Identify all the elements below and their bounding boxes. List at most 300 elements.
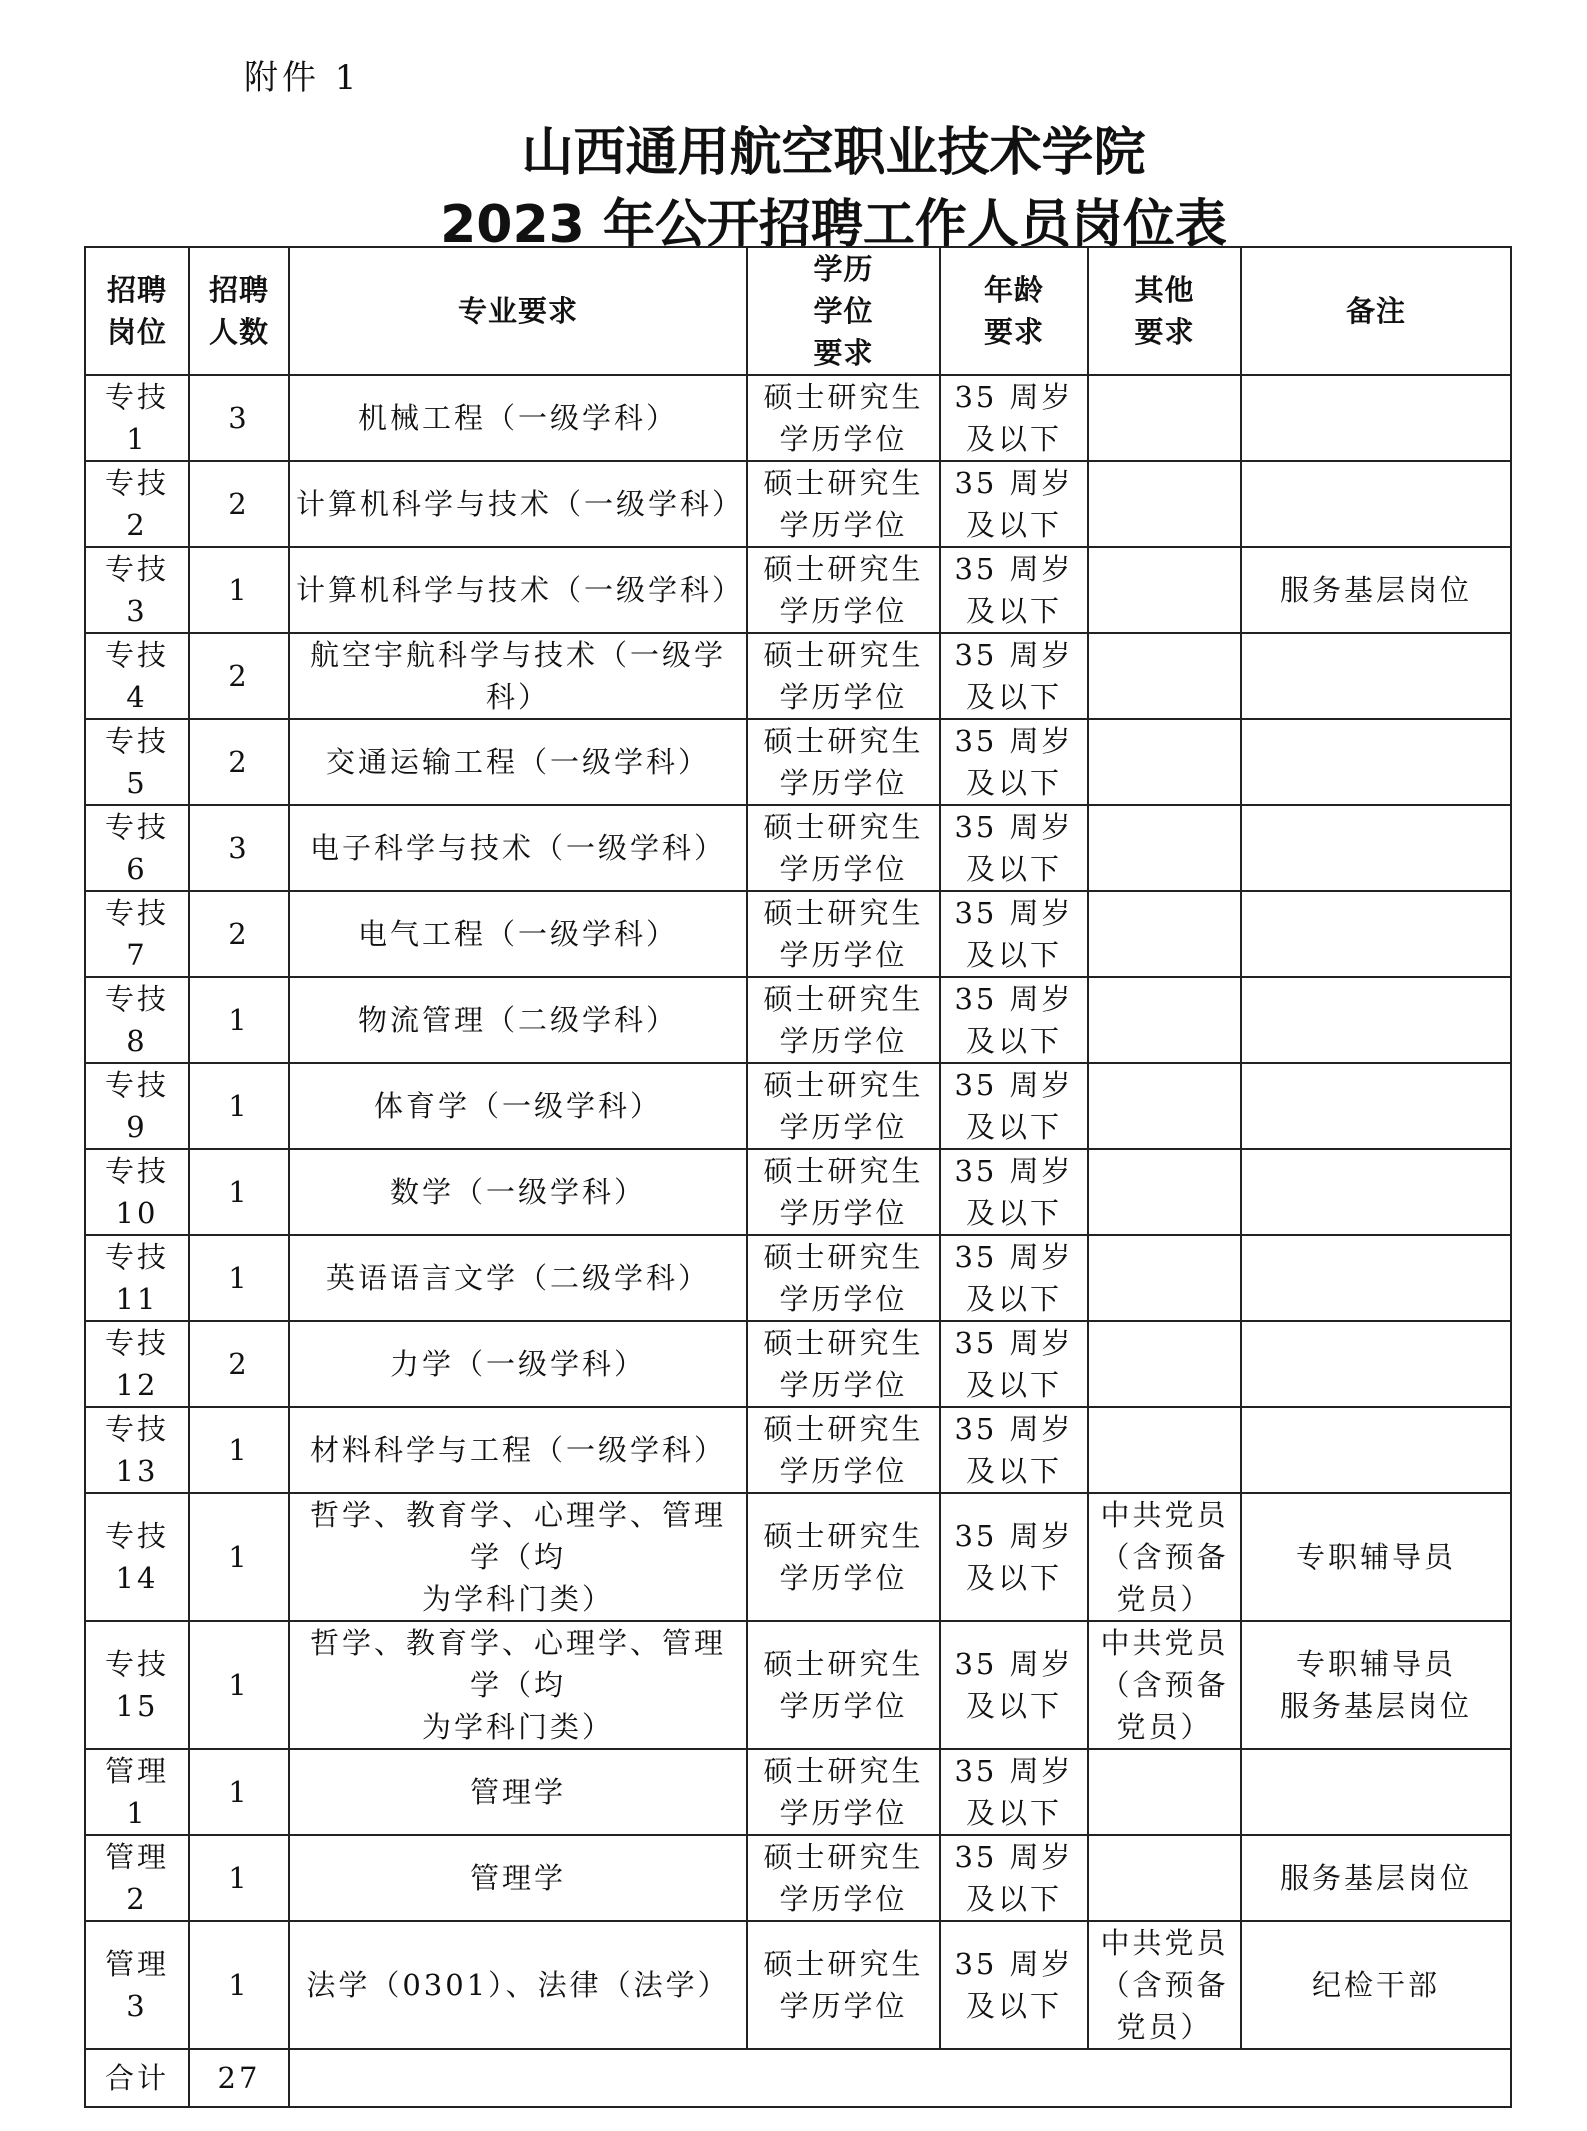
cell-age [940,891,1088,977]
cell-post-line: 6 [126,852,148,886]
cell-note [1241,461,1511,547]
cell-count: 2 [189,633,289,719]
cell-major [289,1235,747,1321]
cell-post-line: 专技 [104,896,169,930]
cell-degree-line: 硕士研究生 [763,1326,924,1360]
cell-count: 1 [189,547,289,633]
cell-note [1241,1493,1511,1621]
table-row [85,1835,1511,1921]
cell-major-line: 英语语言文学（二级学科） [325,1261,710,1295]
cell-major-line: 材料科学与工程（一级学科） [309,1433,726,1467]
cell-age-line: 及以下 [965,852,1062,886]
cell-major-line: 管理学 [469,1775,566,1809]
cell-post-line: 9 [126,1110,148,1144]
table-row [85,1149,1511,1235]
cell-degree-line: 学历学位 [779,1796,908,1830]
cell-count: 1 [189,1921,289,2049]
cell-age-line: 及以下 [965,1368,1062,1402]
cell-age [940,1149,1088,1235]
cell-note [1241,1235,1511,1321]
cell-age-line: 35 周岁 [954,1840,1074,1874]
page-title-line1: 山西通用航空职业技术学院 [521,123,1146,183]
cell-age-line: 及以下 [965,1689,1062,1723]
table-row [85,977,1511,1063]
cell-note [1241,977,1511,1063]
cell-age [940,633,1088,719]
table-row [85,1407,1511,1493]
cell-count: 3 [189,805,289,891]
cell-age-line: 35 周岁 [954,1068,1074,1102]
cell-other [1088,719,1241,805]
cell-major [289,1149,747,1235]
cell-note [1241,1921,1511,2049]
cell-age [940,1921,1088,2049]
cell-degree-line: 硕士研究生 [763,1068,924,1102]
cell-post-line: 专技 [104,1647,169,1681]
cell-major-line: 数学（一级学科） [389,1175,646,1209]
cell-post-line: 管理 [104,1947,169,1981]
cell-post-line: 专技 [104,810,169,844]
cell-count: 1 [189,1493,289,1621]
cell-post-line: 15 [115,1689,159,1723]
table-row [85,1235,1511,1321]
recruitment-table [84,246,1512,2108]
cell-degree [747,1621,940,1749]
cell-major [289,1835,747,1921]
cell-major [289,1621,747,1749]
cell-note-line: 服务基层岗位 [1279,1861,1472,1895]
cell-degree-line: 学历学位 [779,1110,908,1144]
cell-major [289,633,747,719]
cell-other [1088,375,1241,461]
cell-age-line: 35 周岁 [954,982,1074,1016]
cell-post [85,1149,189,1235]
total-row [85,2049,1511,2107]
cell-major-line: 法学（0301）、法律（法学） [306,1968,730,2002]
cell-major-line: 物流管理（二级学科） [357,1003,678,1037]
cell-post-line: 管理 [104,1840,169,1874]
cell-other [1088,891,1241,977]
table-row [85,891,1511,977]
table-row [85,719,1511,805]
cell-major-line: 电子科学与技术（一级学科） [309,831,726,865]
cell-other [1088,1235,1241,1321]
cell-note-line: 专职辅导员 [1295,1540,1456,1574]
cell-degree [747,805,940,891]
cell-degree [747,977,940,1063]
cell-post-line: 2 [126,508,148,542]
cell-degree [747,719,940,805]
cell-major [289,375,747,461]
cell-degree-line: 学历学位 [779,1689,908,1723]
cell-post-line: 专技 [104,1326,169,1360]
cell-age-line: 及以下 [965,1196,1062,1230]
cell-degree [747,1235,940,1321]
cell-other [1088,977,1241,1063]
cell-degree-line: 硕士研究生 [763,1754,924,1788]
cell-major [289,547,747,633]
cell-other [1088,1149,1241,1235]
cell-degree-line: 硕士研究生 [763,1840,924,1874]
cell-major [289,719,747,805]
cell-post-line: 2 [126,1882,148,1916]
cell-post-line: 4 [126,680,148,714]
cell-age-line: 及以下 [965,1024,1062,1058]
cell-degree-line: 学历学位 [779,1024,908,1058]
cell-post-line: 专技 [104,1068,169,1102]
cell-other-line: （含预备 [1100,1668,1229,1702]
cell-age-line: 及以下 [965,1796,1062,1830]
cell-post-line: 专技 [104,638,169,672]
cell-age [940,1235,1088,1321]
cell-other-line: 中共党员 [1100,1498,1229,1532]
header-note: 备注 [1241,247,1511,375]
table-row [85,547,1511,633]
cell-post-line: 管理 [104,1754,169,1788]
cell-post [85,1235,189,1321]
cell-note [1241,547,1511,633]
table-row [85,1621,1511,1749]
cell-major-line: 哲学、教育学、心理学、管理学（均 [309,1498,726,1574]
cell-note [1241,805,1511,891]
cell-degree-line: 学历学位 [779,938,908,972]
cell-post-line: 专技 [104,1154,169,1188]
cell-degree [747,1835,940,1921]
cell-degree-line: 硕士研究生 [763,1412,924,1446]
cell-degree [747,1749,940,1835]
header-age: 年龄 要求 [940,247,1088,375]
cell-degree [747,1321,940,1407]
cell-age-line: 35 周岁 [954,810,1074,844]
cell-degree-line: 硕士研究生 [763,1947,924,1981]
cell-post [85,1621,189,1749]
cell-degree-line: 硕士研究生 [763,466,924,500]
cell-post-line: 3 [126,594,148,628]
total-count: 27 [189,2049,289,2107]
cell-post [85,1407,189,1493]
cell-age-line: 35 周岁 [954,638,1074,672]
cell-other [1088,1493,1241,1621]
cell-post [85,1493,189,1621]
cell-age [940,719,1088,805]
cell-other [1088,461,1241,547]
cell-post-line: 专技 [104,466,169,500]
cell-major-line: 为学科门类） [421,1582,614,1616]
cell-major-line: 交通运输工程（一级学科） [325,745,710,779]
cell-degree-line: 学历学位 [779,1454,908,1488]
cell-count: 2 [189,1321,289,1407]
cell-note-line: 服务基层岗位 [1279,573,1472,607]
cell-degree-line: 硕士研究生 [763,1647,924,1681]
cell-post [85,977,189,1063]
total-label: 合计 [85,2049,189,2107]
cell-degree-line: 硕士研究生 [763,1519,924,1553]
cell-other [1088,633,1241,719]
cell-post [85,1749,189,1835]
cell-post-line: 10 [115,1196,159,1230]
cell-other [1088,1321,1241,1407]
cell-count: 2 [189,891,289,977]
cell-post-line: 3 [126,1989,148,2023]
cell-major-line: 体育学（一级学科） [373,1089,662,1123]
cell-age-line: 35 周岁 [954,1240,1074,1274]
cell-note [1241,375,1511,461]
cell-post [85,1063,189,1149]
cell-age-line: 及以下 [965,594,1062,628]
cell-post-line: 专技 [104,1519,169,1553]
cell-count: 3 [189,375,289,461]
cell-major-line: 计算机科学与技术（一级学科） [296,573,745,607]
cell-age-line: 及以下 [965,680,1062,714]
cell-post-line: 专技 [104,380,169,414]
cell-post [85,719,189,805]
cell-age-line: 35 周岁 [954,896,1074,930]
cell-major-line: 力学（一级学科） [389,1347,646,1381]
cell-major [289,1063,747,1149]
cell-count: 2 [189,461,289,547]
cell-age [940,1063,1088,1149]
table-header-row [85,247,1511,375]
cell-degree [747,375,940,461]
cell-post [85,1321,189,1407]
cell-post [85,1921,189,2049]
cell-other [1088,1835,1241,1921]
cell-note [1241,1321,1511,1407]
cell-count: 1 [189,1149,289,1235]
cell-note [1241,719,1511,805]
table-row [85,805,1511,891]
cell-age-line: 35 周岁 [954,1519,1074,1553]
cell-note-line: 专职辅导员 [1295,1647,1456,1681]
cell-degree-line: 学历学位 [779,1196,908,1230]
cell-degree [747,1921,940,2049]
table-row [85,375,1511,461]
cell-post [85,461,189,547]
cell-age-line: 及以下 [965,1561,1062,1595]
cell-age-line: 及以下 [965,1882,1062,1916]
header-post: 招聘 岗位 [85,247,189,375]
cell-degree-line: 硕士研究生 [763,896,924,930]
cell-degree-line: 硕士研究生 [763,552,924,586]
cell-note [1241,1621,1511,1749]
cell-degree [747,1063,940,1149]
cell-note [1241,1749,1511,1835]
header-other: 其他 要求 [1088,247,1241,375]
cell-degree-line: 学历学位 [779,852,908,886]
cell-age-line: 35 周岁 [954,1326,1074,1360]
table-row [85,1321,1511,1407]
cell-degree-line: 硕士研究生 [763,638,924,672]
cell-post [85,891,189,977]
cell-age-line: 及以下 [965,1454,1062,1488]
cell-other [1088,805,1241,891]
cell-post-line: 专技 [104,1240,169,1274]
cell-major [289,1321,747,1407]
cell-degree-line: 学历学位 [779,680,908,714]
cell-major [289,1407,747,1493]
cell-major [289,1921,747,2049]
cell-other-line: 党员） [1116,1710,1213,1744]
cell-age-line: 及以下 [965,422,1062,456]
table-row [85,1749,1511,1835]
cell-note [1241,1063,1511,1149]
cell-count: 1 [189,1235,289,1321]
cell-age-line: 及以下 [965,938,1062,972]
cell-post [85,805,189,891]
cell-age [940,1835,1088,1921]
header-major: 专业要求 [289,247,747,375]
cell-degree-line: 学历学位 [779,1561,908,1595]
cell-post-line: 8 [126,1024,148,1058]
cell-post [85,547,189,633]
cell-degree [747,1493,940,1621]
cell-age-line: 35 周岁 [954,1647,1074,1681]
cell-degree-line: 学历学位 [779,1882,908,1916]
cell-degree-line: 硕士研究生 [763,810,924,844]
cell-other [1088,1063,1241,1149]
table-row [85,1493,1511,1621]
table-row [85,1063,1511,1149]
cell-major [289,891,747,977]
cell-major-line: 航空宇航科学与技术（一级学科） [309,638,726,714]
cell-note-line: 服务基层岗位 [1279,1689,1472,1723]
cell-post-line: 12 [115,1368,159,1402]
cell-degree [747,891,940,977]
cell-post [85,633,189,719]
cell-age-line: 35 周岁 [954,1412,1074,1446]
cell-major [289,461,747,547]
cell-post-line: 1 [126,422,148,456]
cell-major [289,1493,747,1621]
cell-degree-line: 学历学位 [779,594,908,628]
cell-degree [747,1149,940,1235]
cell-age-line: 35 周岁 [954,552,1074,586]
cell-degree-line: 学历学位 [779,1282,908,1316]
attachment-label: 附件 1 [244,58,361,98]
cell-age [940,375,1088,461]
cell-age [940,977,1088,1063]
cell-post [85,1835,189,1921]
cell-post-line: 7 [126,938,148,972]
cell-degree-line: 硕士研究生 [763,1154,924,1188]
cell-age [940,1621,1088,1749]
cell-post [85,375,189,461]
cell-age-line: 及以下 [965,508,1062,542]
cell-degree-line: 硕士研究生 [763,380,924,414]
cell-other [1088,1621,1241,1749]
cell-age-line: 及以下 [965,1282,1062,1316]
cell-other [1088,1749,1241,1835]
cell-other-line: 党员） [1116,1582,1213,1616]
cell-degree [747,1407,940,1493]
cell-note [1241,1835,1511,1921]
cell-degree-line: 学历学位 [779,1989,908,2023]
page-title-line2: 2023 年公开招聘工作人员岗位表 [440,195,1227,255]
cell-major [289,977,747,1063]
cell-major-line: 机械工程（一级学科） [357,401,678,435]
cell-major [289,1749,747,1835]
cell-degree [747,461,940,547]
cell-major-line: 计算机科学与技术（一级学科） [296,487,745,521]
cell-post-line: 专技 [104,724,169,758]
cell-age-line: 35 周岁 [954,380,1074,414]
cell-degree-line: 学历学位 [779,1368,908,1402]
cell-post-line: 1 [126,1796,148,1830]
cell-age-line: 及以下 [965,1989,1062,2023]
cell-degree [747,633,940,719]
cell-count: 1 [189,1835,289,1921]
cell-age [940,461,1088,547]
cell-age-line: 及以下 [965,1110,1062,1144]
cell-age-line: 35 周岁 [954,1754,1074,1788]
cell-degree-line: 硕士研究生 [763,724,924,758]
cell-note [1241,633,1511,719]
total-empty-cell [289,2049,1511,2107]
cell-other-line: 中共党员 [1100,1926,1229,1960]
cell-age [940,1321,1088,1407]
cell-other [1088,1407,1241,1493]
cell-major [289,805,747,891]
cell-post-line: 专技 [104,1412,169,1446]
cell-age [940,1407,1088,1493]
cell-post-line: 14 [115,1561,159,1595]
cell-age [940,1493,1088,1621]
cell-other-line: （含预备 [1100,1968,1229,2002]
cell-major-line: 管理学 [469,1861,566,1895]
cell-age [940,805,1088,891]
cell-count: 1 [189,1063,289,1149]
header-degree: 学历 学位 要求 [747,247,940,375]
cell-note [1241,1407,1511,1493]
table-row [85,633,1511,719]
header-count: 招聘 人数 [189,247,289,375]
cell-degree-line: 学历学位 [779,422,908,456]
cell-post-line: 专技 [104,552,169,586]
cell-age-line: 及以下 [965,766,1062,800]
cell-other-line: （含预备 [1100,1540,1229,1574]
cell-note [1241,891,1511,977]
table-row [85,461,1511,547]
cell-degree [747,547,940,633]
cell-age-line: 35 周岁 [954,1154,1074,1188]
cell-degree-line: 学历学位 [779,508,908,542]
cell-count: 1 [189,1749,289,1835]
cell-age [940,1749,1088,1835]
cell-count: 1 [189,1621,289,1749]
cell-degree-line: 硕士研究生 [763,1240,924,1274]
cell-degree-line: 学历学位 [779,766,908,800]
cell-post-line: 专技 [104,982,169,1016]
cell-age-line: 35 周岁 [954,466,1074,500]
table-row [85,1921,1511,2049]
cell-major-line: 哲学、教育学、心理学、管理学（均 [309,1626,726,1702]
cell-post-line: 13 [115,1454,159,1488]
cell-count: 1 [189,977,289,1063]
cell-age-line: 35 周岁 [954,724,1074,758]
cell-count: 1 [189,1407,289,1493]
cell-note-line: 纪检干部 [1311,1968,1440,2002]
cell-age-line: 35 周岁 [954,1947,1074,1981]
cell-other-line: 中共党员 [1100,1626,1229,1660]
cell-major-line: 电气工程（一级学科） [357,917,678,951]
cell-count: 2 [189,719,289,805]
cell-other [1088,1921,1241,2049]
cell-age [940,547,1088,633]
cell-degree-line: 硕士研究生 [763,982,924,1016]
cell-other-line: 党员） [1116,2010,1213,2044]
cell-note [1241,1149,1511,1235]
cell-major-line: 为学科门类） [421,1710,614,1744]
